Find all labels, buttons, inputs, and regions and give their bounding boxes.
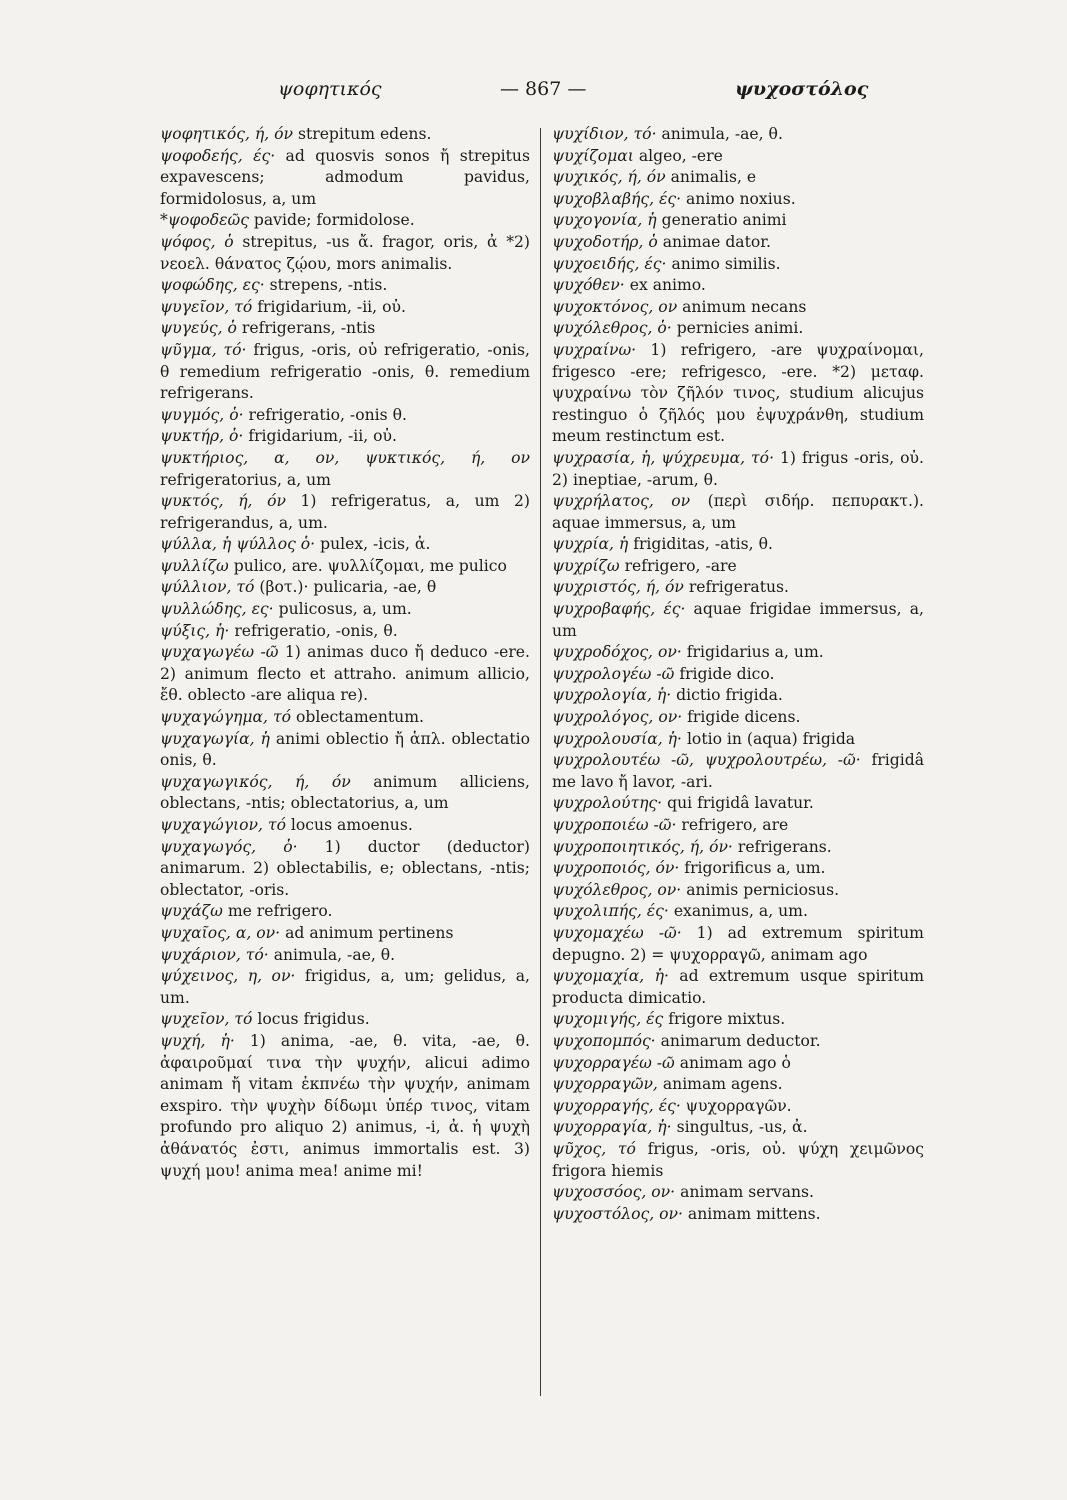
- entry-definition: 1) refrigero, -are ψυχραίνομαι, frigesco -ere; refrigesco, -ere. *2) μεταφ. ψυχραίνω τὸν ζῆλόν τινος, studium alicujus restinguo ὁ ζῆλός μου ἐψυχράνθη, studium meum restinctum est.: [552, 340, 924, 446]
- entry-headword: ψυγεύς, ὁ: [160, 319, 237, 338]
- entry-definition: ad animum pertinens: [285, 923, 454, 942]
- entry-headword: ψυχάζω: [160, 902, 223, 921]
- entry-definition: animalis, e: [670, 168, 757, 187]
- entry-headword: ψυχροβαφής, ές·: [552, 600, 686, 619]
- dictionary-entry: [552, 685, 924, 707]
- dictionary-entry: [552, 1204, 924, 1226]
- entry-headword: ψυχρολουσία, ἡ·: [552, 729, 682, 748]
- entry-headword: ψυχοδοτήρ, ὁ: [552, 232, 658, 251]
- entry-definition: generatio animi: [661, 211, 787, 230]
- dictionary-entry: [552, 210, 924, 232]
- entry-headword: ψυχαγώγιον, τό: [160, 816, 286, 834]
- entry-headword: ψυλλίζω: [160, 556, 229, 575]
- entry-headword: ψυχροποιός, όν·: [552, 859, 680, 878]
- entry-definition: pulex, -icis, ἀ.: [320, 535, 431, 554]
- entry-definition: refrigeratio, -onis θ.: [248, 405, 407, 424]
- entry-definition: 1) ductor (deductor) animarum. 2) oblectabilis, e; oblectans, -ntis; oblectator, -oris.: [160, 837, 530, 899]
- entry-headword: ψυκτήριος, α, ον, ψυκτικός, ή, ον: [160, 448, 530, 467]
- entry-headword: ψυκτός, ή, όν: [160, 492, 286, 511]
- entry-headword: ψοφητικός, ή, όν: [160, 125, 294, 143]
- dictionary-entry: [552, 448, 924, 491]
- entry-definition: frigus, -oris, οὐ refrigeratio, -onis, θ remedium refrigeratio -onis, θ. remedium refrigerans.: [160, 340, 530, 403]
- entry-headword: ψυχροποιέω -ῶ·: [552, 816, 677, 834]
- column-divider: [540, 128, 541, 1396]
- entry-definition: frigidarium, -ii, οὐ.: [248, 427, 397, 446]
- entry-definition: frigidâ me lavo ἤ lavor, -ari.: [552, 751, 924, 791]
- entry-definition: frigiditas, -atis, θ.: [633, 535, 773, 554]
- entry-definition: animula, -ae, θ.: [661, 125, 783, 143]
- entry-definition: strepitum edens.: [297, 125, 432, 143]
- entry-definition: exanimus, a, um.: [673, 902, 808, 921]
- entry-headword: ψυχόλεθρος, ὁ·: [552, 319, 672, 338]
- entry-headword: ψυχραίνω·: [552, 340, 637, 359]
- dictionary-entry: [552, 146, 924, 168]
- entry-headword: ψοφώδης, ες·: [160, 276, 265, 295]
- entry-headword: ψυχολιπής, ές·: [552, 902, 669, 921]
- dictionary-entry: [552, 275, 924, 297]
- dictionary-entry: [160, 621, 530, 643]
- entry-headword: ψυγεῖον, τό: [160, 297, 253, 316]
- entry-definition: qui frigidâ lavatur.: [667, 794, 814, 813]
- entry-definition: pavide; formidolose.: [253, 211, 415, 230]
- entry-definition: 1) ad extremum spiritum depugno. 2) = ψυχορραγῶ, animam ago: [552, 923, 924, 964]
- entry-headword: ψύλλιον, τό: [160, 578, 255, 597]
- entry-headword: ψυχρολόγος, ον·: [552, 708, 683, 727]
- dictionary-entry: [552, 966, 924, 1009]
- entry-definition: animam ago ὁ: [679, 1053, 791, 1072]
- entry-definition: 1) refrigeratus, a, um 2) refrigerandus, a, um.: [160, 492, 530, 532]
- dictionary-entry: [160, 1009, 530, 1031]
- entry-headword: ψυχόλεθρος, ον·: [552, 880, 682, 899]
- dictionary-entry: [160, 901, 530, 923]
- dictionary-entry: [552, 297, 924, 319]
- dictionary-entry: [552, 901, 924, 923]
- entry-definition: strepens, -ntis.: [269, 276, 388, 295]
- entry-headword: ψυχομαχέω -ῶ·: [552, 923, 682, 942]
- entry-definition: ad extremum usque spiritum producta dimicatio.: [552, 967, 924, 1007]
- entry-definition: singultus, -us, ἀ.: [676, 1118, 808, 1137]
- entry-headword: ψυχορραγέω -ῶ: [552, 1053, 675, 1072]
- entry-definition: pernicies animi.: [676, 319, 804, 338]
- dictionary-entry: [160, 729, 530, 772]
- entry-definition: animum necans: [682, 297, 807, 316]
- entry-headword: ψυχαγωγικός, ή, όν: [160, 772, 351, 791]
- dictionary-entry: [552, 1009, 924, 1031]
- dictionary-entry: [160, 232, 530, 275]
- dictionary-entry: [552, 534, 924, 556]
- dictionary-entry: [552, 491, 924, 534]
- entry-definition: pulicosus, a, um.: [278, 600, 412, 619]
- dictionary-entry: [160, 837, 530, 902]
- entry-headword: ψυχρολογέω -ῶ: [552, 664, 675, 683]
- dictionary-entry: [552, 167, 924, 189]
- dictionary-entry: [160, 556, 530, 578]
- dictionary-entry: [160, 318, 530, 340]
- page-header: [160, 78, 940, 108]
- dictionary-entry: [552, 793, 924, 815]
- entry-headword: ψυχίδιον, τό·: [552, 125, 657, 143]
- dictionary-entry: [552, 254, 924, 276]
- entry-headword: ψυχογονία, ἡ: [552, 211, 657, 230]
- entry-definition: aquae frigidae immersus, a, um: [552, 600, 924, 640]
- entry-headword: ψυχρολουτέω -ῶ, ψυχρολουτρέω, -ῶ·: [552, 751, 861, 770]
- dictionary-entry: [552, 232, 924, 254]
- entry-headword: ψυχομαχία, ἡ·: [552, 967, 669, 986]
- entry-headword: ψυχαγωγία, ἡ: [160, 729, 270, 748]
- entry-headword: ψυχεῖον, τό: [160, 1010, 253, 1029]
- entry-headword: ψυχή, ἡ·: [160, 1031, 235, 1050]
- entry-headword: ψύξις, ἡ·: [160, 621, 230, 640]
- dictionary-entry: [160, 448, 530, 491]
- entry-definition: 1) anima, -ae, θ. vita, -ae, θ. ἀφαιροῦμαί τινα τὴν ψυχήν, alicui adimo animam ἤ vitam ἐκπνέω τὴν ψυχήν, animam exspiro. τὴν ψυχὴν δίδωμι ὑπέρ τινος, vitam profundo pro aliquo 2) animus, -i, ἀ. ἡ ψυχὴ ἀθάνατός ἐστι, animus immortalis est. 3) ψυχή μου! anima mea! anime mi!: [160, 1031, 530, 1180]
- entry-headword: ψυχορραγῶν,: [552, 1075, 658, 1094]
- dictionary-entry: [160, 426, 530, 448]
- dictionary-entry: [552, 1053, 924, 1075]
- entry-headword: ψύλλα, ἡ ψύλλος ὁ·: [160, 535, 316, 554]
- entry-headword: ψοφοδεής, ές·: [160, 146, 276, 165]
- entry-definition: frigide dico.: [679, 664, 775, 683]
- dictionary-entry: [160, 707, 530, 729]
- entry-headword: ψυχρήλατος, ον: [552, 492, 691, 511]
- dictionary-entry: [552, 707, 924, 729]
- entry-headword: ψυχοκτόνος, ον: [552, 297, 678, 316]
- entry-headword: ψυχροποιητικός, ή, όν·: [552, 837, 733, 856]
- dictionary-entry: [160, 405, 530, 427]
- dictionary-entry: [552, 318, 924, 340]
- dictionary-entry: [552, 837, 924, 859]
- dictionary-entry: [552, 858, 924, 880]
- entry-headword: ψυχομιγής, ές: [552, 1010, 664, 1029]
- dictionary-entry: [160, 275, 530, 297]
- dictionary-entry: [552, 1182, 924, 1204]
- dictionary-entry: [160, 772, 530, 815]
- dictionary-entry: [552, 750, 924, 793]
- dictionary-entry: [552, 1139, 924, 1182]
- entry-headword: ψυχρασία, ἡ, ψύχρευμα, τό·: [552, 448, 775, 467]
- dictionary-entry: [552, 1096, 924, 1118]
- dictionary-entry: [552, 729, 924, 751]
- entry-definition: strepitus, -us ἄ. fragor, oris, ἀ *2) νεοελ. θάνατος ζῴου, mors animalis.: [160, 232, 530, 273]
- entry-definition: me refrigero.: [227, 902, 333, 921]
- entry-headword: ψυχρίζω: [552, 556, 620, 575]
- header-left-catchword: ψοφητικός: [278, 78, 382, 100]
- entry-definition: refrigeratorius, a, um: [160, 470, 331, 489]
- entry-headword: ψυχαῖος, α, ον·: [160, 923, 281, 942]
- dictionary-entry: [160, 815, 530, 837]
- entry-headword: ψυχόθεν·: [552, 276, 625, 295]
- entry-definition: frigidarius a, um.: [686, 643, 824, 662]
- entry-definition: animam mittens.: [687, 1204, 821, 1223]
- entry-definition: animi oblectio ἤ ἁπλ. oblectatio onis, θ.: [160, 729, 530, 770]
- dictionary-entry: [160, 124, 530, 146]
- entry-definition: (βοτ.)· pulicaria, -ae, θ: [259, 578, 437, 597]
- entry-definition: animam agens.: [662, 1075, 783, 1094]
- dictionary-entry: [552, 124, 924, 146]
- entry-headword: ψυχαγώγημα, τό: [160, 708, 291, 727]
- entry-definition: ex animo.: [629, 276, 706, 295]
- dictionary-entry: [552, 599, 924, 642]
- entry-definition: animum alliciens, oblectans, -ntis; oblectatorius, a, um: [160, 772, 530, 813]
- entry-definition: ψυχορραγῶν.: [685, 1096, 792, 1115]
- dictionary-entry: [552, 642, 924, 664]
- entry-headword: ψυχρία, ἡ: [552, 535, 629, 554]
- dictionary-entry: [552, 923, 924, 966]
- dictionary-entry: [552, 664, 924, 686]
- entry-definition: frigidarium, -ii, οὐ.: [257, 297, 406, 316]
- dictionary-entry: [160, 923, 530, 945]
- entry-definition: refrigerans.: [737, 837, 832, 856]
- dictionary-entry: [160, 534, 530, 556]
- dictionary-entry: [160, 945, 530, 967]
- page-number: — 867 —: [500, 78, 587, 100]
- entry-headword: ψυχοσσόος, ον·: [552, 1183, 676, 1202]
- entry-definition: ad quosvis sonos ἤ strepitus expavescens; admodum pavidus, formidolosus, a, um: [160, 146, 530, 208]
- entry-definition: refrigero, are: [681, 816, 789, 834]
- dictionary-entry: [160, 340, 530, 405]
- entry-headword: ψυλλώδης, ες·: [160, 600, 274, 619]
- entry-headword: ψύχεινος, η, ον·: [160, 967, 296, 986]
- entry-headword: ψόφος, ὁ: [160, 232, 234, 251]
- dictionary-entry: [552, 815, 924, 837]
- entry-headword: *ψοφοδεῶς: [160, 211, 249, 230]
- entry-headword: ψυχίζομαι: [552, 146, 634, 165]
- entry-headword: ψυχοπομπός·: [552, 1031, 656, 1050]
- entry-headword: ψυχορραγία, ἡ·: [552, 1118, 672, 1137]
- entry-definition: locus frigidus.: [257, 1010, 370, 1029]
- dictionary-entry: [552, 1031, 924, 1053]
- entry-headword: ψυχρολογία, ἡ·: [552, 686, 672, 705]
- dictionary-entry: [160, 642, 530, 707]
- dictionary-entry: [552, 1117, 924, 1139]
- entry-definition: pulico, are. ψυλλίζομαι, me pulico: [233, 556, 507, 575]
- entry-definition: oblectamentum.: [295, 708, 424, 727]
- dictionary-entry: [160, 1031, 530, 1182]
- entry-headword: ψυχοειδής, ές·: [552, 254, 667, 273]
- entry-definition: frigorificus a, um.: [684, 859, 826, 878]
- dictionary-entry: [552, 880, 924, 902]
- entry-definition: dictio frigida.: [676, 686, 783, 705]
- dictionary-entry: [160, 297, 530, 319]
- entry-definition: lotio in (aqua) frigida: [686, 729, 856, 748]
- entry-definition: animo noxius.: [686, 189, 796, 208]
- dictionary-entry: [160, 966, 530, 1009]
- entry-definition: animae dator.: [662, 232, 771, 251]
- entry-headword: ψῦχος, τό: [552, 1139, 636, 1158]
- entry-headword: ψῦγμα, τό·: [160, 340, 247, 359]
- entry-definition: animis perniciosus.: [686, 880, 840, 899]
- dictionary-entry: [160, 599, 530, 621]
- entry-definition: animam servans.: [680, 1183, 815, 1202]
- entry-definition: refrigeratio, -onis, θ.: [234, 621, 398, 640]
- entry-headword: ψυγμός, ὁ·: [160, 405, 244, 424]
- entry-definition: animula, -ae, θ.: [273, 945, 396, 964]
- dictionary-entry: [160, 146, 530, 211]
- dictionary-entry: [552, 189, 924, 211]
- entry-definition: locus amoenus.: [290, 816, 413, 834]
- entry-definition: refrigero, -are: [624, 556, 737, 575]
- entry-definition: refrigerans, -ntis: [241, 319, 376, 338]
- entry-definition: 1) animas duco ἤ deduco -ere. 2) animum flecto et attraho. animum allicio, ἔθ. oblecto -are aliqua re).: [160, 643, 530, 705]
- entry-definition: frigide dicens.: [687, 708, 801, 727]
- entry-definition: (περὶ σιδήρ. πεπυρακτ.). aquae immersus, a, um: [552, 492, 924, 532]
- dictionary-entry: [552, 340, 924, 448]
- dictionary-entry: [160, 210, 530, 232]
- entry-headword: ψυχαγωγέω -ῶ: [160, 643, 279, 662]
- entry-headword: ψυχάριον, τό·: [160, 945, 269, 964]
- entry-definition: refrigeratus.: [688, 578, 789, 597]
- entry-headword: ψυκτήρ, ὁ·: [160, 427, 244, 446]
- entry-headword: ψυχορραγής, ές·: [552, 1096, 681, 1115]
- entry-definition: 1) frigus -oris, οὐ. 2) ineptiae, -arum, θ.: [552, 448, 924, 489]
- entry-definition: frigidus, a, um; gelidus, a, um.: [160, 967, 530, 1007]
- entry-headword: ψυχικός, ή, όν: [552, 168, 666, 187]
- dictionary-entry: [160, 491, 530, 534]
- entry-headword: ψυχοβλαβής, ές·: [552, 189, 682, 208]
- entry-definition: frigus, -oris, οὐ. ψύχη χειμῶνος frigora hiemis: [552, 1139, 924, 1180]
- entry-headword: ψυχρολούτης·: [552, 794, 663, 813]
- entry-definition: animarum deductor.: [660, 1031, 821, 1050]
- dictionary-entry: [552, 1074, 924, 1096]
- dictionary-entry: [160, 577, 530, 599]
- entry-headword: ψυχαγωγός, ὁ·: [160, 837, 298, 856]
- entry-definition: animo similis.: [671, 254, 781, 273]
- right-column: [552, 124, 924, 1404]
- entry-headword: ψυχοστόλος, ον·: [552, 1204, 683, 1223]
- entry-headword: ψυχριστός, ή, όν: [552, 578, 684, 597]
- entry-headword: ψυχροδόχος, ον·: [552, 643, 682, 662]
- dictionary-entry: [552, 556, 924, 578]
- dictionary-entry: [552, 577, 924, 599]
- left-column: [160, 124, 530, 1404]
- header-right-catchword: ψυχοστόλος: [735, 78, 869, 100]
- entry-definition: frigore mixtus.: [668, 1010, 786, 1029]
- entry-definition: algeo, -ere: [638, 146, 723, 165]
